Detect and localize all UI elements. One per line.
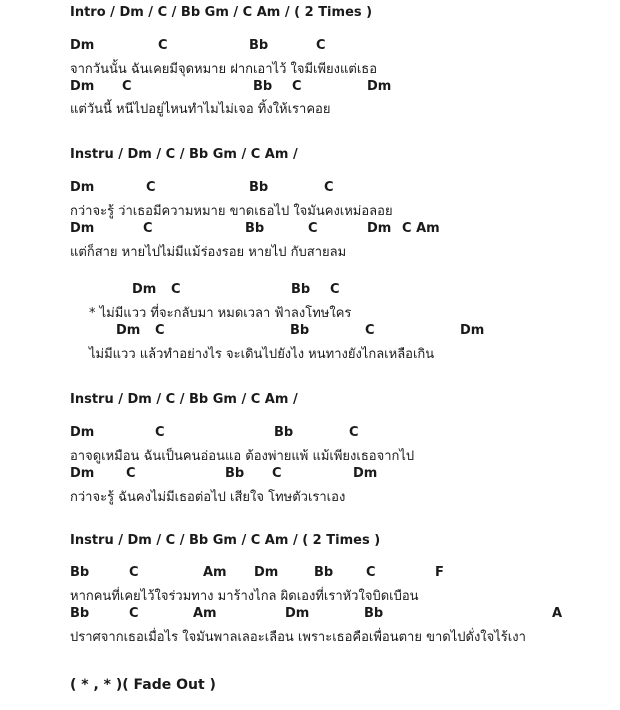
chord: F <box>435 565 444 580</box>
chord: Dm <box>70 79 95 94</box>
chord: Bb <box>314 565 334 580</box>
chord: C <box>158 38 168 53</box>
chord: Bb <box>245 221 265 236</box>
chord: Bb <box>253 79 273 94</box>
chord: C <box>366 565 376 580</box>
lyric-text: จากวันนั้น ฉันเคยมีจุดหมาย ฝากเอาไว้ ใจมีเพียงแต่เธอ <box>70 62 378 77</box>
chord: Am <box>203 565 227 580</box>
lyric-text: กว่าจะรู้ ว่าเธอมีความหมาย ขาดเธอไป ใจมันคงเหม่อลอย <box>70 204 393 219</box>
chord: C <box>349 425 359 440</box>
chord: Dm <box>70 180 95 195</box>
chord: C <box>129 565 139 580</box>
chord: Bb <box>291 282 311 297</box>
chord: C <box>155 323 165 338</box>
intro-heading: Intro / Dm / C / Bb Gm / C Am / ( 2 Times ) <box>70 5 373 20</box>
chord: C <box>365 323 375 338</box>
chord: C <box>143 221 153 236</box>
chord: Dm <box>70 466 95 481</box>
chord: Bb <box>70 565 90 580</box>
instru-heading: Instru / Dm / C / Bb Gm / C Am / <box>70 147 298 162</box>
chord: Bb <box>290 323 310 338</box>
chord: Dm <box>254 565 279 580</box>
chord: Dm <box>285 606 310 621</box>
chord: Bb <box>249 180 269 195</box>
chord: C <box>171 282 181 297</box>
chord: Bb <box>249 38 269 53</box>
chord: Bb <box>70 606 90 621</box>
lyric-text: * ไม่มีแวว ที่จะกลับมา หมดเวลา ฟ้าลงโทษใคร <box>89 306 352 321</box>
chord: Am <box>193 606 217 621</box>
lyric-text: ไม่มีแวว แล้วทำอย่างไร จะเดินไปยังไง หนทางยังไกลเหลือเกิน <box>89 347 435 362</box>
chord: Dm <box>460 323 485 338</box>
instru-heading: Instru / Dm / C / Bb Gm / C Am / <box>70 392 298 407</box>
chord: Dm <box>70 38 95 53</box>
outro-heading: ( * , * )( Fade Out ) <box>70 677 216 693</box>
chord: Dm <box>70 425 95 440</box>
lyric-text: แต่ก็สาย หายไปไม่มีแม้ร่องรอย หายไป กับสายลม <box>70 245 347 260</box>
chord: C <box>122 79 132 94</box>
chord: A <box>552 606 563 621</box>
chord: Dm <box>132 282 157 297</box>
chord: Dm <box>70 221 95 236</box>
chord: C <box>324 180 334 195</box>
lyric-text: แต่วันนี้ หนีไปอยู่ไหนทำไมไม่เจอ ทิ้งให้เราคอย <box>70 102 331 117</box>
chord: C <box>330 282 340 297</box>
chord: Dm <box>116 323 141 338</box>
lyric-text: ปราศจากเธอเมื่อไร ใจมันพาลเลอะเลือน เพราะเธอคือเพื่อนตาย ขาดไปดั่งใจไร้เงา <box>70 630 526 645</box>
chord: C <box>129 606 139 621</box>
instru-heading: Instru / Dm / C / Bb Gm / C Am / ( 2 Times ) <box>70 533 381 548</box>
chord: C <box>316 38 326 53</box>
chord: Bb <box>364 606 384 621</box>
chord: C <box>155 425 165 440</box>
chord: C <box>272 466 282 481</box>
lyric-text: อาจดูเหมือน ฉันเป็นคนอ่อนแอ ต้องพ่ายแพ้ แม้เพียงเธอจากไป <box>70 449 415 464</box>
chord: Bb <box>274 425 294 440</box>
chord: C Am <box>402 221 440 236</box>
chord: Dm <box>367 221 392 236</box>
lyric-text: หากคนที่เคยไว้ใจร่วมทาง มาร้างไกล ผิดเองที่เราหัวใจบิดเบือน <box>70 589 419 604</box>
chord: C <box>126 466 136 481</box>
chord: C <box>146 180 156 195</box>
chord: Dm <box>367 79 392 94</box>
chord: C <box>292 79 302 94</box>
chord: Bb <box>225 466 245 481</box>
chord: C <box>308 221 318 236</box>
lyric-text: กว่าจะรู้ ฉันคงไม่มีเธอต่อไป เสียใจ โทษตัวเราเอง <box>70 490 346 505</box>
chord: Dm <box>353 466 378 481</box>
